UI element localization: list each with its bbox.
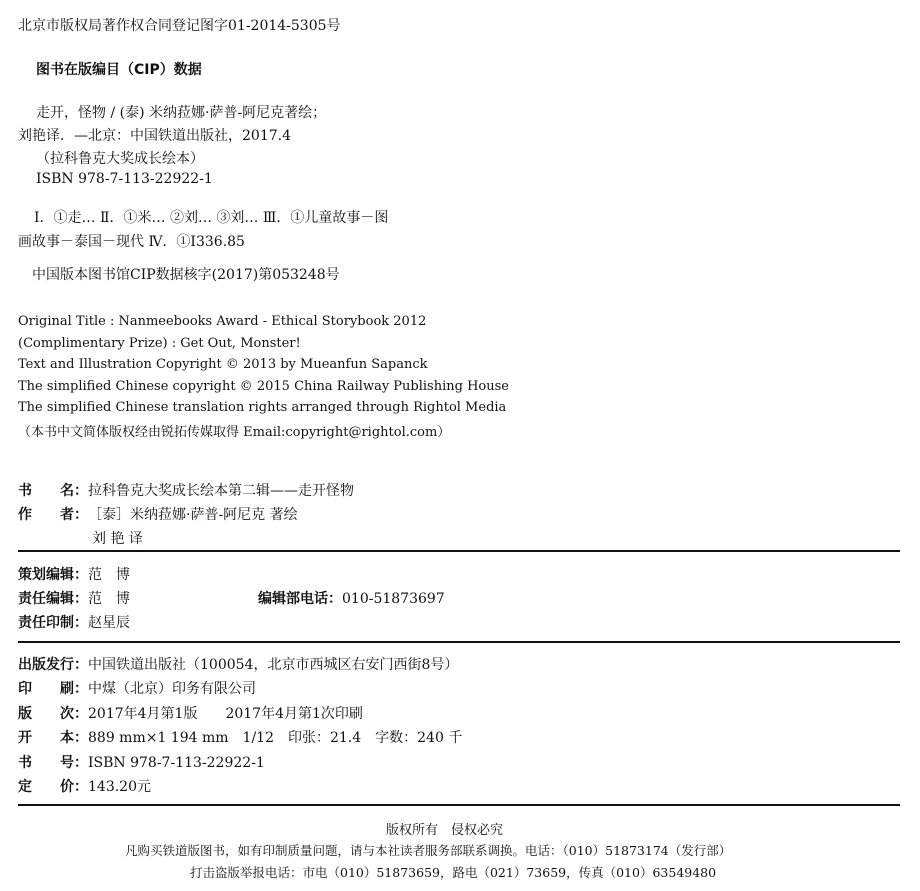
cip-line: 走开，怪物 / (泰) 米纳菈娜·萨普-阿尼克著绘； [36, 105, 327, 121]
responsible-editor-value: 范 博 [88, 591, 130, 607]
cip-isbn: ISBN 978-7-113-22922-1 [36, 171, 213, 187]
book-translator: 刘 艳 译 [92, 531, 143, 547]
edition-value: 2017年4月第1版 2017年4月第1次印刷 [88, 706, 363, 722]
planner-row [18, 564, 130, 584]
editorial-phone-label: 编辑部电话： [258, 591, 342, 607]
printer-label: 印 刷： [18, 681, 88, 697]
book-author-label: 作 者： [18, 507, 88, 523]
quality-notice: 凡购买铁道版图书，如有印制质量问题，请与本社读者服务部联系调换。电话：（010）51873174（发行部） [125, 843, 732, 858]
cip-heading: 图书在版编目（CIP）数据 [36, 62, 202, 78]
responsible-editor-row [18, 588, 130, 608]
print-manager-value: 赵星辰 [88, 615, 130, 631]
cip-line: 刘艳译．—北京：中国铁道出版社，2017.4 [18, 128, 291, 144]
price-label: 定 价： [18, 779, 88, 795]
format-value: 889 mm×1 194 mm 1/12 印张：21.4 字数：240 千 [88, 730, 463, 746]
book-title-row [18, 480, 354, 500]
book-author-value: ［泰］米纳菈娜·萨普-阿尼克 著绘 [88, 507, 298, 523]
editorial-phone-row [258, 588, 445, 608]
publisher-row [18, 654, 458, 674]
price-value: 143.20元 [88, 779, 151, 795]
divider [18, 804, 900, 806]
cip-line: （拉科鲁克大奖成长绘本） [36, 151, 204, 167]
edition-row [18, 703, 363, 723]
divider [18, 641, 900, 643]
format-row [18, 727, 462, 747]
book-title-label: 书 名： [18, 483, 88, 499]
book-title-value: 拉科鲁克大奖成长绘本第二辑——走开怪物 [88, 483, 354, 499]
copyright-registration: 北京市版权局著作权合同登记图字01-2014-5305号 [18, 18, 341, 34]
isbn-label: 书 号： [18, 755, 88, 771]
print-manager-row [18, 612, 130, 632]
publisher-value: 中国铁道出版社（100054，北京市西城区右安门西街8号） [88, 657, 459, 673]
isbn-value: ISBN 978-7-113-22922-1 [88, 755, 265, 771]
responsible-editor-label: 责任编辑： [18, 591, 88, 607]
edition-label: 版 次： [18, 706, 88, 722]
cip-line: Ⅰ．①走… Ⅱ．①米… ②刘… ③刘… Ⅲ．①儿童故事－图 [34, 210, 389, 226]
copyright-line: （本书中文简体版权经由锐拓传媒取得 Email:copyright@rightol.com） [18, 425, 451, 440]
printer-value: 中煤（北京）印务有限公司 [88, 681, 256, 697]
planner-value: 范 博 [88, 567, 130, 583]
isbn-row [18, 752, 265, 772]
copyright-line: (Complimentary Prize) : Get Out, Monster! [18, 336, 301, 351]
format-label: 开 本： [18, 730, 88, 746]
piracy-hotline: 打击盗版举报电话：市电（010）51873659，路电（021）73659，传真（010）63549480 [190, 865, 717, 880]
copyright-line: Original Title : Nanmeebooks Award - Ethical Storybook 2012 [18, 314, 427, 329]
rights-reserved: 版权所有 侵权必究 [386, 823, 504, 838]
publisher-label: 出版发行： [18, 657, 88, 673]
planner-label: 策划编辑： [18, 567, 88, 583]
copyright-line: The simplified Chinese copyright © 2015 China Railway Publishing House [18, 379, 509, 394]
copyright-line: Text and Illustration Copyright © 2013 by Mueanfun Sapanck [18, 357, 428, 372]
copyright-line: The simplified Chinese translation rights arranged through Rightol Media [18, 400, 507, 415]
price-row [18, 776, 151, 796]
print-manager-label: 责任印制： [18, 615, 88, 631]
book-author-row [18, 504, 298, 524]
cip-line: 画故事－泰国－现代 Ⅳ．①I336.85 [18, 234, 245, 250]
cip-data-number: 中国版本图书馆CIP数据核字(2017)第053248号 [32, 267, 340, 283]
editorial-phone-value: 010-51873697 [342, 591, 445, 607]
divider [18, 550, 900, 552]
printer-row [18, 678, 256, 698]
